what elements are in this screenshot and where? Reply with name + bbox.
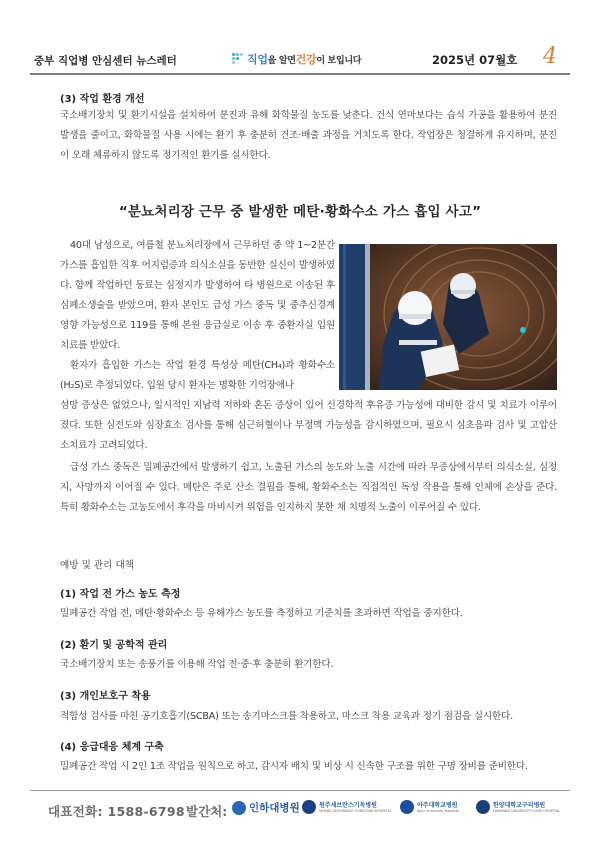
case-paragraph-2a: 환자가 흡입한 가스는 작업 환경 특성상 메탄(CH₄)과 황화수소(H₂S)로 추정되었다. 입원 당시 환자는 명확한 기억장애나 <box>60 360 335 391</box>
section-paragraph: 국소배기장치 및 환기시설을 설치하여 분진과 유해 화학물질 농도를 낮춘다. 건식 연마보다는 습식 가공을 활용하여 분진 발생을 줄이고, 화학물질 사용 시에는 환기 후 충분히 건조·배출 과정을 거치도록 한다. 작업장은 청결하게 유지하며, 분진이 오래 체류하지 않도록 정기적인 환기를 실시한다. <box>60 110 557 161</box>
ajou-emblem-icon <box>400 800 414 814</box>
case-paragraph-1: 40대 남성으로, 여름철 분뇨처리장에서 근무하던 중 약 1~2분간 가스를 흡입한 직후 어지럼증과 의식소실을 동반한 실신이 발생하였다. 함께 작업하던 동료는 심정지가 발생하여 타 병원으로 이송된 후 심폐소생술을 받았으며, 환자 본인도 급성 가스 중독 및 중추신경계 영향 가능성으로 119를 통해 본원 응급실로 이송 후 중환자실 입원 치료를 받았다. <box>60 240 335 351</box>
wonju-hospital-logo <box>302 800 392 814</box>
inha-hospital-logo <box>232 800 300 815</box>
header-divider <box>30 73 570 75</box>
prevention-heading-1: (1) 작업 전 가스 농도 측정 <box>60 589 181 600</box>
case-paragraph-2b: 섬망 증상은 없었으나, 일시적인 지남력 저하와 혼돈 증상이 있어 신경학적 후유증 가능성에 대비한 감시 및 치료가 이루어졌다. 또한 심전도와 심장효소 검사를 통해 심근허혈이나 부정맥 가능성을 감시하였으며, 필요시 심초음파 검사 및 고압산소치료가 고려되었다. <box>60 400 557 451</box>
prevention-heading-4: (4) 응급대응 체계 구축 <box>60 742 164 753</box>
section-heading: (3) 작업 환경 개선 <box>60 94 145 105</box>
footer-divider <box>30 790 570 791</box>
ajou-name-en: Ajou University Hospital <box>417 808 459 813</box>
slogan-logo <box>232 50 361 68</box>
slogan-part-4: 이 보입니다 <box>316 55 362 66</box>
prevention-text-1: 밀폐공간 작업 전, 메탄·황화수소 등 유해가스 농도를 측정하고 기준치를 초과하면 작업을 중지한다. <box>60 608 463 619</box>
newsletter-header <box>0 0 600 70</box>
inha-emblem-icon <box>232 801 246 815</box>
center-name: 중부 직업병 안심센터 뉴스레터 <box>34 55 177 67</box>
slogan-part-1: 직업 <box>247 53 268 66</box>
hanyang-emblem-icon <box>476 800 490 814</box>
prevention-text-2: 국소배기장치 또는 송풍기를 이용해 작업 전·중·후 충분히 환기한다. <box>60 659 334 670</box>
case-description <box>60 236 557 518</box>
wonju-emblem-icon <box>302 800 316 814</box>
newsletter-footer <box>0 790 600 830</box>
slogan-part-3: 건강 <box>295 53 317 66</box>
dots-logo-icon <box>232 53 244 65</box>
phone-number: 대표전화: 1588-6798 <box>48 804 185 819</box>
prevention-text-3: 적합성 검사를 마친 공기호흡기(SCBA) 또는 송기마스크를 착용하고, 마스크 착용 교육과 정기 점검을 실시한다. <box>60 711 513 722</box>
wonju-name-en: WONJU SEVERANCE CHRISTIAN HOSPITAL <box>319 808 392 813</box>
prevention-heading-3: (3) 개인보호구 착용 <box>60 691 151 702</box>
issue-date: 2025년 07월호 <box>432 53 518 67</box>
ajou-hospital-logo <box>400 800 459 814</box>
inha-name: 인하대병원 <box>249 802 300 814</box>
article-title: “분뇨처리장 근무 중 발생한 메탄·황화수소 가스 흡입 사고” <box>118 204 482 220</box>
page-number: 4 <box>543 44 557 69</box>
prevention-text-4: 밀폐공간 작업 시 2인 1조 작업을 원칙으로 하고, 감시자 배치 및 비상 시 신속한 구조를 위한 구명 장비를 준비한다. <box>60 761 528 772</box>
slogan-part-2: 을 알면 <box>267 55 296 66</box>
hanyang-hospital-logo <box>476 800 560 814</box>
prevention-heading-2: (2) 환기 및 공학적 관리 <box>60 640 168 651</box>
case-paragraph-3: 급성 가스 중독은 밀폐공간에서 발생하기 쉽고, 노출된 가스의 농도와 노출 시간에 따라 무증상에서부터 의식소실, 심정지, 사망까지 이어질 수 있다. 메탄은 주로 산소 결핍을 통해, 황화수소는 직접적인 독성 작용을 통해 인체에 손상을 준다. 특히 황화수소는 고농도에서 후각을 마비시켜 위험을 인지하지 못한 채 치명적 노출이 이루어질 수 있다. <box>60 462 557 513</box>
hanyang-name: 한양대학교구리병원 <box>493 801 546 809</box>
prevention-label: 예방 및 관리 대책 <box>60 560 135 571</box>
hanyang-name-en: HANYANG UNIVERSITY GURI HOSPITAL <box>493 808 561 813</box>
issuer-label: 발간처: <box>186 804 228 819</box>
wonju-name: 원주세브란스기독병원 <box>319 801 377 809</box>
ajou-name: 아주대학교병원 <box>417 801 458 809</box>
